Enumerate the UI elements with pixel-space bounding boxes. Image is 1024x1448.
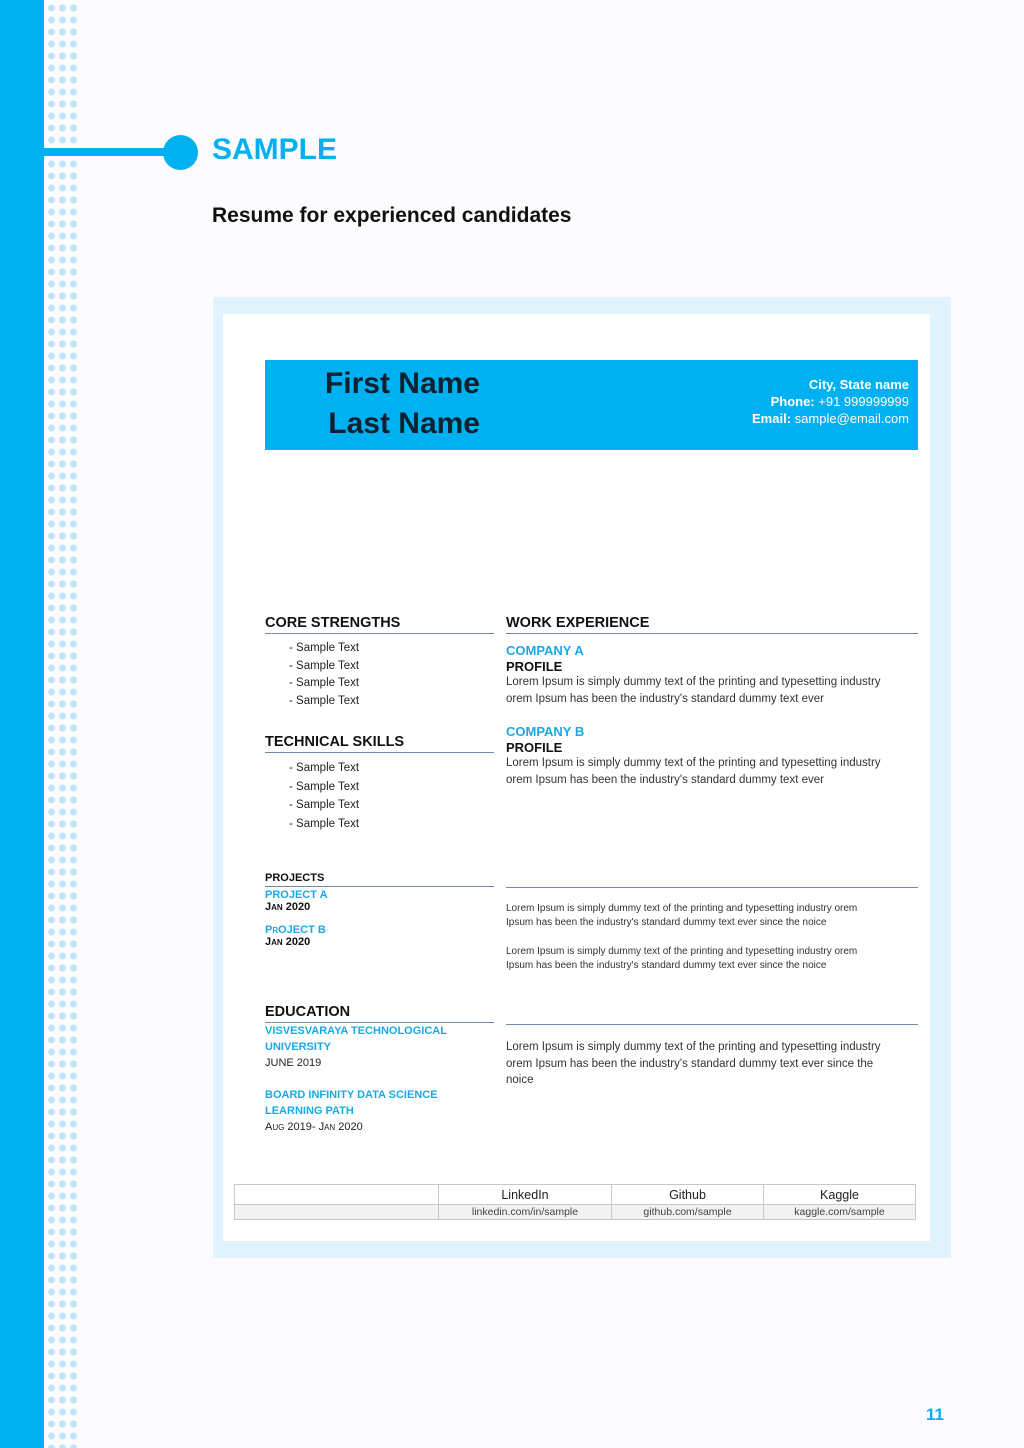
company-desc-line: Lorem Ipsum is simply dummy text of the printing and typesetting industry [506,676,881,688]
company-desc-line: orem Ipsum has been the industry's standard dummy text ever [506,692,824,705]
list-item: - Sample Text [289,642,360,654]
education-title: EDUCATION [265,1004,494,1023]
company-desc-line: Lorem Ipsum is simply dummy text of the printing and typesetting industry [506,757,881,769]
list-item: - Sample Text [289,694,360,707]
phone-value: +91 999999999 [818,394,909,409]
work-experience-section [506,615,918,788]
kaggle-header: Kaggle [764,1185,916,1205]
education-name: VISVESVARAYA TECHNOLOGICAL [265,1025,447,1037]
core-strengths-section [265,615,494,710]
contact-info [752,376,909,427]
project-desc-line: Lorem Ipsum is simply dummy text of the printing and typesetting industry orem [506,946,858,957]
project-date: Jan 2020 [265,901,311,913]
company-name: COMPANY A [506,643,584,658]
table-cell-empty [235,1185,439,1205]
phone-label: Phone: [770,394,815,409]
github-header: Github [612,1185,764,1205]
page-heading: SAMPLE [212,133,338,166]
title-circle-marker [163,135,198,170]
company-profile: PROFILE [506,659,563,674]
last-name: Last Name [328,407,480,440]
list-item: - Sample Text [289,817,360,830]
list-item: - Sample Text [289,799,360,811]
technical-skills-title: TECHNICAL SKILLS [265,734,494,753]
left-accent-bar [0,0,44,1448]
education-section [265,1004,494,1135]
email-label: Email: [752,411,792,426]
resume-paper [223,314,930,1241]
page-number: 11 [926,1405,944,1424]
city-state: City, State name [808,377,909,392]
projects-title: PROJECTS [265,872,494,887]
technical-skills-list [265,759,494,833]
linkedin-link[interactable]: linkedin.com/in/sample [439,1205,612,1220]
candidate-name [265,364,480,444]
list-item: - Sample Text [289,677,360,689]
company-desc-line: orem Ipsum has been the industry's standard dummy text ever [506,773,824,786]
title-connector-line [44,148,174,156]
resume-header-banner [265,360,918,450]
core-strengths-title: CORE STRENGTHS [265,615,494,634]
resume-frame [213,297,951,1258]
projects-section [265,872,494,948]
kaggle-link[interactable]: kaggle.com/sample [764,1205,916,1220]
first-name: First Name [324,367,480,400]
work-experience-title: WORK EXPERIENCE [506,615,918,634]
table-cell-empty [235,1205,439,1220]
education-name: UNIVERSITY [265,1041,332,1053]
linkedin-header: LinkedIn [439,1185,612,1205]
list-item: - Sample Text [289,762,360,774]
list-item: - Sample Text [289,780,360,793]
project-desc-line: Ipsum has been the industry's standard dummy text ever since the noice [506,960,827,971]
technical-skills-section [265,734,494,833]
project-desc-line: Lorem Ipsum is simply dummy text of the printing and typesetting industry orem [506,903,858,914]
education-name: BOARD INFINITY DATA SCIENCE [265,1089,438,1101]
dot-pattern [44,0,78,1448]
education-date: JUNE 2019 [265,1057,322,1069]
divider [506,887,918,888]
links-table [234,1184,916,1220]
education-desc-line: Lorem Ipsum is simply dummy text of the printing and typesetting industry [506,1041,881,1053]
email-value: sample@email.com [794,411,909,426]
projects-desc-column [506,887,918,973]
links-value-row [235,1205,916,1220]
divider [506,1024,918,1025]
project-date: Jan 2020 [265,936,311,948]
education-desc-line: noice [506,1074,534,1086]
education-date: Aug 2019- Jan 2020 [265,1121,363,1133]
links-header-row [235,1185,916,1205]
company-profile: PROFILE [506,740,563,755]
education-desc-column [506,1024,918,1089]
project-name: PrOJECT B [265,924,326,936]
education-name: LEARNING PATH [265,1105,354,1117]
page-subheading: Resume for experienced candidates [212,204,572,227]
company-name: COMPANY B [506,724,585,739]
list-item: - Sample Text [289,659,360,672]
project-name: PROJECT A [265,889,328,901]
project-desc-line: Ipsum has been the industry's standard dummy text ever since the noice [506,917,827,928]
github-link[interactable]: github.com/sample [612,1205,764,1220]
education-desc-line: orem Ipsum has been the industry's standard dummy text ever since the [506,1057,874,1070]
core-strengths-list [265,640,494,710]
